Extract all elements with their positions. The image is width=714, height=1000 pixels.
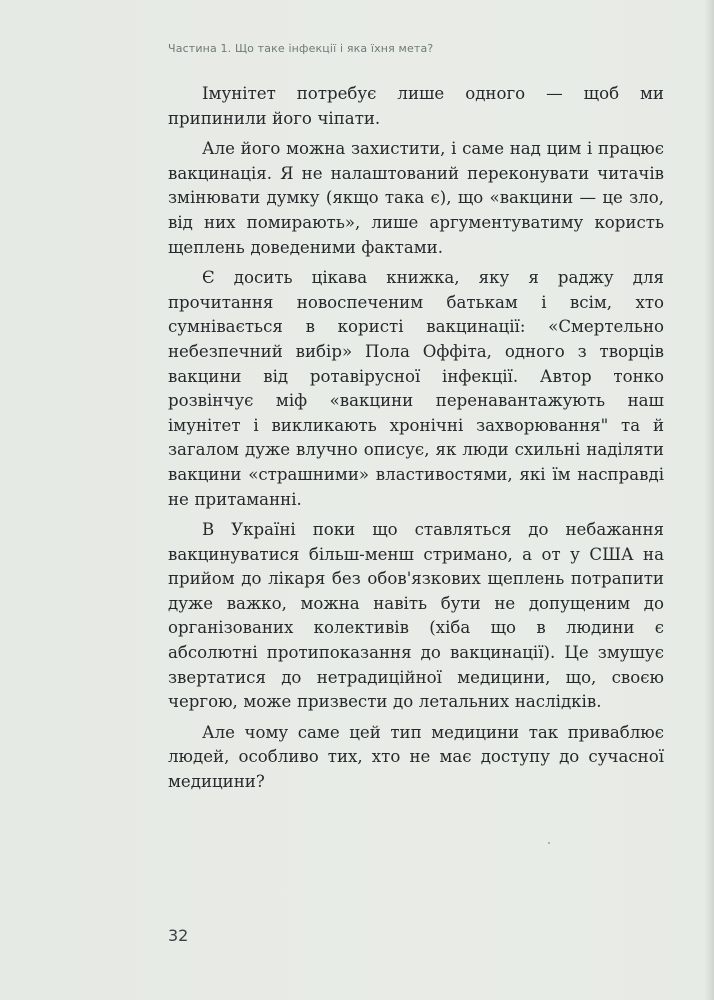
page-edge-shadow bbox=[704, 0, 714, 1000]
paragraph-5: Але чому саме цей тип медицини так приваблює людей, особливо тих, хто не має доступу до сучасної медицини? bbox=[168, 722, 664, 792]
page-number: 32 bbox=[168, 926, 189, 945]
body-text bbox=[168, 82, 664, 801]
paragraph-4: В Україні поки що ставляться до небажання вакцинуватися більш-менш стримано, а от у США на прийом до лікаря без обов'язкових щеплень потрапити дуже важко, можна навіть бути не допущеним до організованих колективів (хіба що в людини є абсолютні протипоказання до вакцинації). Це змушує звертатися до нетрадиційної медицини, що, своєю чергою, може призвести до летальних наслідків. bbox=[168, 520, 664, 712]
paper-speck bbox=[548, 842, 550, 844]
paragraph-3: Є досить цікава книжка, яку я раджу для прочитання новоспеченим батькам і всім, хто сумнівається в користі вакцинації: «Смертельно небезпечний вибір» Пола Оффіта, одного з творців вакцини від ротавірусної інфекції. Автор тонко розвінчує міф «вакцини перенавантажують наш імунітет і викликають хронічні захворювання" та й загалом дуже влучно описує, як люди схильні наділяти вакцини «страшними» властивостями, які їм насправді не притаманні. bbox=[168, 268, 664, 509]
running-head: Частина 1. Що таке інфекції і яка їхня мета? bbox=[168, 42, 434, 55]
paragraph-2: Але його можна захистити, і саме над цим і працює вакцинація. Я не налаштований переконувати читачів змінювати думку (якщо така є), що «вакцини — це зло, від них помирають», лише аргументуватиму користь щеплень доведеними фактами. bbox=[168, 139, 664, 257]
paragraph-1: Імунітет потребує лише одного — щоб ми припинили його чіпати. bbox=[168, 84, 664, 128]
